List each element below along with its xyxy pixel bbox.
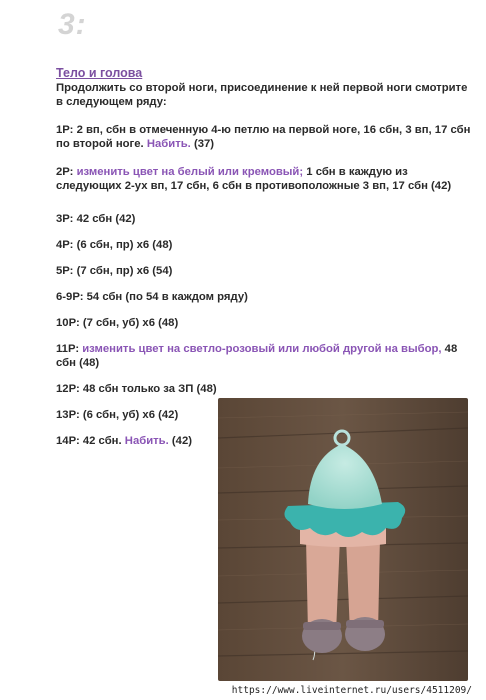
pattern-row-9: 12Р: 48 сбн только за ЗП (48) (56, 383, 217, 395)
section-intro: Продолжить со второй ноги, присоединение к ней первой ноги смотрите в следующем ряду: (56, 82, 468, 108)
pattern-row-11: 14Р: 42 сбн. Набить. (42) (56, 435, 192, 447)
pattern-row-2: 2Р: изменить цвет на белый или кремовый; 1 сбн в каждую из следующих 2-ух вп, 17 сбн, 6 сбн в противоположные 3 вп, 17 сбн (42) (56, 166, 452, 192)
pattern-row-3: 3Р: 42 сбн (42) (56, 213, 136, 225)
step-number: 3: (58, 8, 87, 41)
pattern-row-7: 10Р: (7 сбн, уб) х6 (48) (56, 317, 179, 329)
pattern-content (56, 66, 476, 448)
watermark-url: https://www.liveinternet.ru/users/4511209/ (231, 685, 472, 696)
pattern-row-8: 11Р: изменить цвет на светло-розовый или любой другой на выбор, 48 сбн (48) (56, 343, 458, 369)
pattern-row-1: 1Р: 2 вп, сбн в отмеченную 4-ю петлю на первой ноге, 16 сбн, 3 вп, 17 сбн по второй ноге. Набить. (37) (56, 124, 471, 150)
amigurumi-photo (218, 398, 468, 681)
pattern-row-10: 13Р: (6 сбн, уб) х6 (42) (56, 409, 179, 421)
pattern-row-5: 5Р: (7 сбн, пр) х6 (54) (56, 265, 173, 277)
pattern-row-4: 4Р: (6 сбн, пр) х6 (48) (56, 239, 173, 251)
section-title: Тело и голова (56, 66, 143, 80)
pattern-row-6: 6-9Р: 54 сбн (по 54 в каждом ряду) (56, 291, 248, 303)
